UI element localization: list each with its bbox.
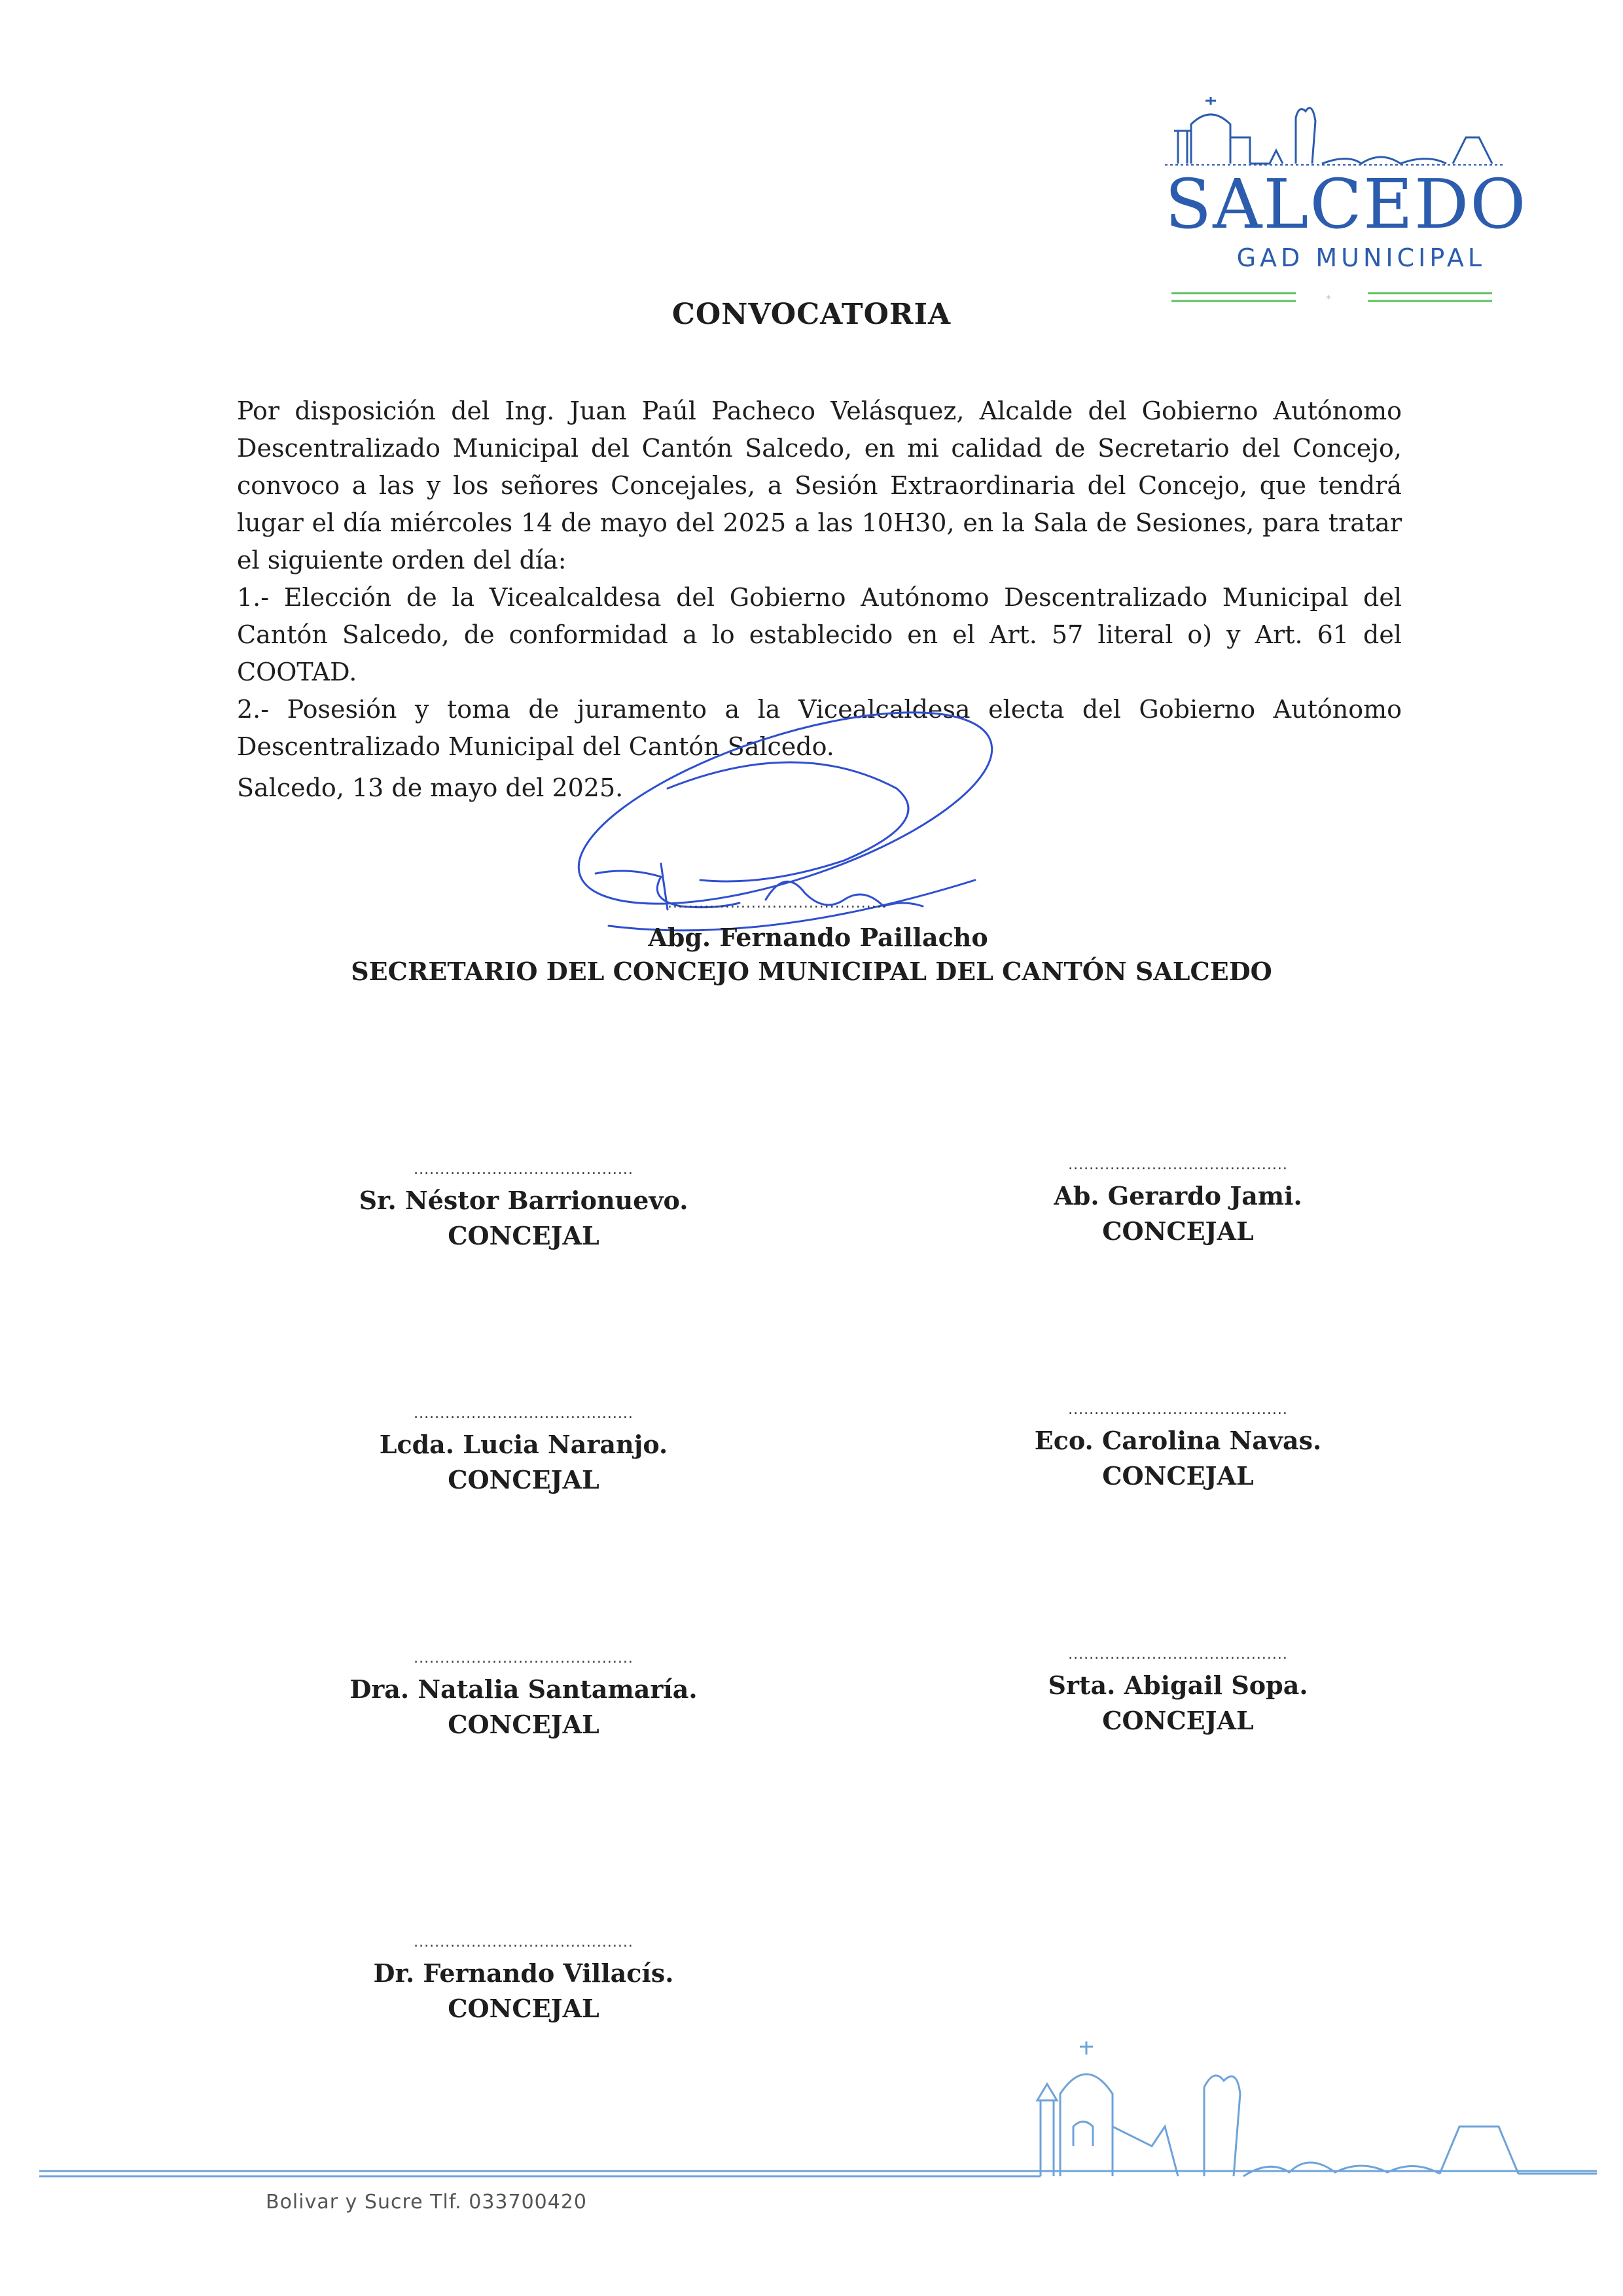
secretary-title: SECRETARIO DEL CONCEJO MUNICIPAL DEL CANTÓN SALCEDO — [351, 957, 1272, 986]
councilor-role: CONCEJAL — [1102, 1216, 1254, 1246]
councilor-role: CONCEJAL — [1102, 1461, 1254, 1491]
footer-skyline-icon — [26, 2028, 1610, 2185]
councilor-role: CONCEJAL — [1102, 1706, 1254, 1735]
councilor-name: Eco. Carolina Navas. — [1034, 1426, 1322, 1455]
signature-line: .......................................... — [414, 1934, 633, 1951]
document-title: CONVOCATORIA — [671, 298, 952, 331]
councilor-name: Sr. Néstor Barrionuevo. — [359, 1186, 688, 1215]
signature-line: .......................................... — [668, 895, 887, 911]
logo-subtitle: GAD MUNICIPAL — [1236, 243, 1486, 272]
signature-line: .......................................... — [414, 1161, 633, 1178]
agenda-item-1: 1.- Elección de la Vicealcaldesa del Gobierno Autónomo Descentralizado Municipal del Cantón Salcedo, de conformidad a lo establecido en el Art. 57 literal o) y Art. 61 del COOTAD. — [237, 583, 1402, 686]
town-skyline-icon — [1165, 92, 1505, 170]
footer-address: Bolivar y Sucre Tlf. 033700420 — [266, 2191, 588, 2214]
councilor-name: Dr. Fernando Villacís. — [373, 1958, 674, 1988]
document-date: Salcedo, 13 de mayo del 2025. — [237, 773, 624, 802]
signature-line: .......................................... — [414, 1650, 633, 1667]
signature-line: .......................................... — [414, 1405, 633, 1422]
councilor-name: Ab. Gerardo Jami. — [1054, 1181, 1302, 1210]
signature-line: .......................................... — [1068, 1402, 1288, 1418]
councilor-role: CONCEJAL — [448, 1994, 599, 2023]
councilor-name: Lcda. Lucia Naranjo. — [379, 1430, 668, 1459]
councilor-role: CONCEJAL — [448, 1221, 599, 1250]
intro-paragraph: Por disposición del Ing. Juan Paúl Pacheco Velásquez, Alcalde del Gobierno Autónomo Descentralizado Municipal del Cantón Salcedo, en mi calidad de Secretario del Concejo, convoco a las y los señores Concejales, a Sesión Extraordinaria del Concejo, que tendrá lugar el día miércoles 14 de mayo del 2025 a las 10H30, en la Sala de Sesiones, para tratar el siguiente orden del día: — [237, 397, 1402, 574]
councilor-name: Dra. Natalia Santamaría. — [349, 1674, 698, 1704]
signature-line: .......................................... — [1068, 1157, 1288, 1173]
logo-wordmark: SALCEDO — [1165, 164, 1527, 244]
agenda-item-2: 2.- Posesión y toma de juramento a la Vicealcaldesa electa del Gobierno Autónomo Descentralizado Municipal del Cantón Salcedo. — [237, 695, 1402, 761]
salcedo-logo — [1165, 92, 1527, 321]
signature-line: .......................................... — [1068, 1646, 1288, 1663]
councilor-name: Srta. Abigail Sopa. — [1048, 1670, 1308, 1700]
councilor-role: CONCEJAL — [448, 1710, 599, 1739]
handwritten-signature — [569, 710, 1027, 959]
secretary-name: Abg. Fernando Paillacho — [648, 923, 988, 952]
svg-text:*: * — [1326, 292, 1331, 305]
councilor-role: CONCEJAL — [448, 1465, 599, 1494]
